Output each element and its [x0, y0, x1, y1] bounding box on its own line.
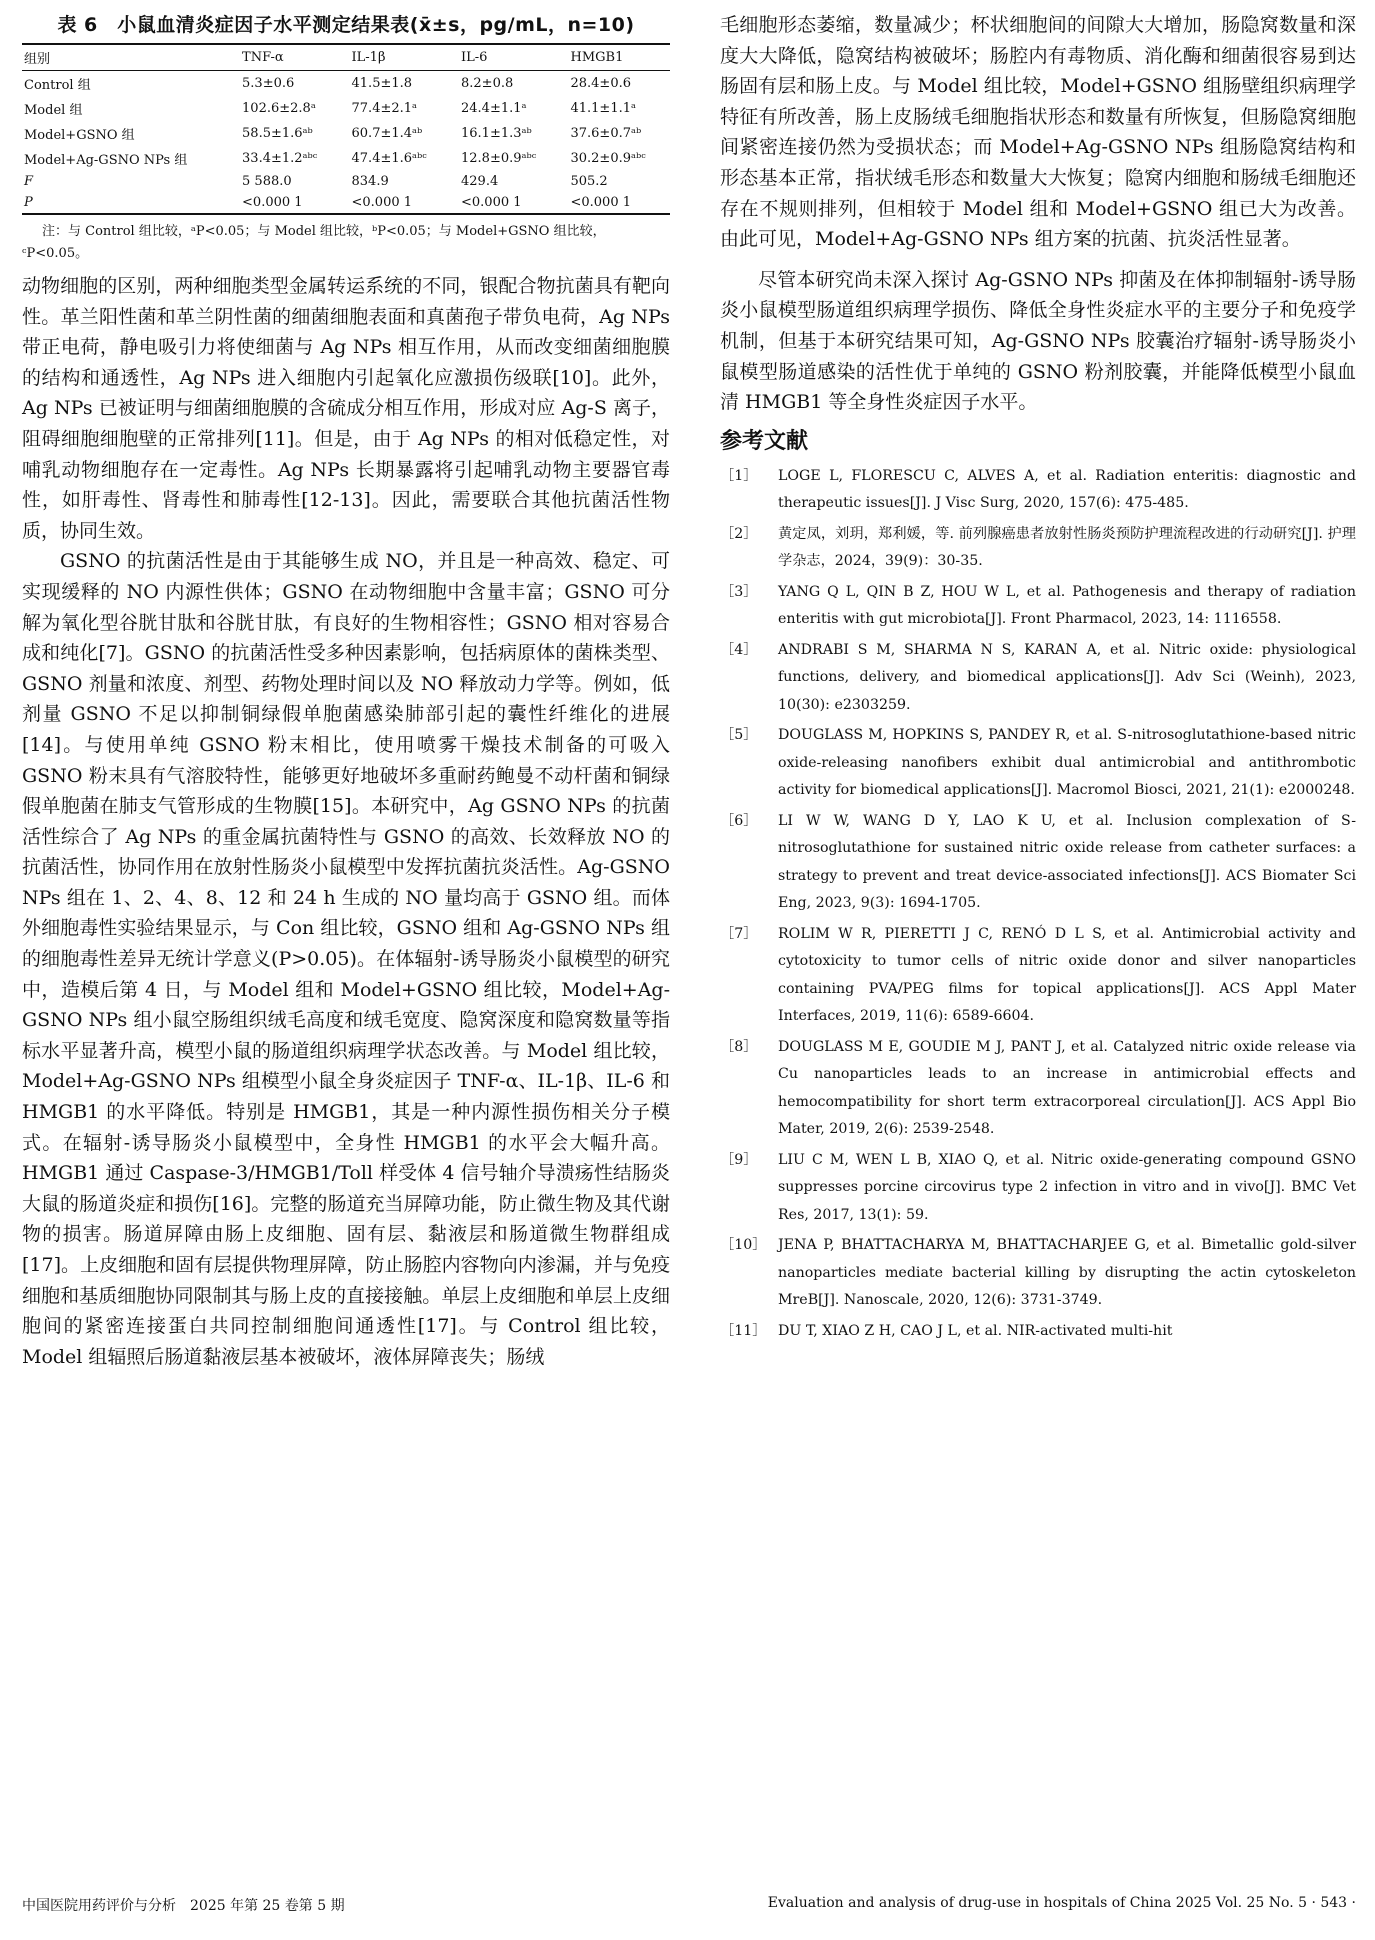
right-column	[720, 10, 1356, 1348]
reference-text: DU T, XIAO Z H, CAO J L, et al. NIR-activated multi-hit	[778, 1322, 1173, 1339]
reference-number: ［5］	[720, 727, 758, 744]
table-cell: <0.000 1	[451, 192, 560, 214]
reference-number: ［7］	[720, 925, 758, 942]
body-paragraph: 毛细胞形态萎缩，数量减少；杯状细胞间的间隙大大增加，肠隐窝数量和深度大大降低，隐窝结构被破坏；肠腔内有毒物质、消化酶和细菌很容易到达肠固有层和肠上皮。与 Model 组比较，Model+GSNO 组肠壁组织病理学特征有所改善，肠上皮肠绒毛细胞指状形态和数量有所恢复，但肠隐窝细胞间紧密连接仍然为受损状态；而 Model+Ag-GSNO NPs 组肠隐窝结构和形态基本正常，指状绒毛形态和数量大大恢复；隐窝内细胞和肠绒毛细胞还存在不规则排列，但相较于 Model 组和 Model+GSNO 组已大为改善。由此可见，Model+Ag-GSNO NPs 组方案的抗菌、抗炎活性显著。	[720, 14, 1356, 251]
table-cell: 33.4±1.2ᵃᵇᶜ	[242, 151, 318, 166]
table-cell: 37.6±0.7ᵃᵇ	[570, 126, 642, 141]
table-cell: 5.3±0.6	[242, 76, 295, 91]
body-paragraph: 尽管本研究尚未深入探讨 Ag-GSNO NPs 抑菌及在体抑制辐射-诱导肠炎小鼠模型肠道组织病理学损伤、降低全身性炎症水平的主要分子和免疫学机制，但基于本研究结果可知，Ag-GSNO NPs 胶囊治疗辐射-诱导肠炎小鼠模型肠道感染的活性优于单纯的 GSNO 粉剂胶囊，并能降低模型小鼠血清 HMGB1 等全身性炎症因子水平。	[720, 268, 1356, 414]
reference-text: ANDRABI S M, SHARMA N S, KARAN A, et al. Nitric oxide: physiological functions, delivery, and biomedical applications[J]. Adv Sci (Weinh), 2023, 10(30): e2303259.	[778, 641, 1356, 713]
table-cell: 41.1±1.1ᵃ	[570, 101, 637, 116]
table-cell: 505.2	[570, 174, 608, 189]
reference-item	[720, 463, 1356, 518]
table-note: 注：与 Control 组比较，ᵃP<0.05；与 Model 组比较，ᵇP<0.05；与 Model+GSNO 组比较，ᶜP<0.05。	[22, 224, 606, 261]
table-title: 表 6 小鼠血清炎症因子水平测定结果表(x̄±s，pg/mL，n=10)	[57, 14, 635, 36]
reference-number: ［4］	[720, 641, 758, 658]
table-header-row	[22, 44, 670, 71]
table-cell: 30.2±0.9ᵃᵇᶜ	[570, 151, 646, 166]
table-cell: 12.8±0.9ᵃᵇᶜ	[461, 151, 537, 166]
table-row	[22, 71, 670, 97]
reference-number: ［1］	[720, 467, 758, 484]
table-cell: Model 组	[24, 103, 83, 118]
reference-number: ［6］	[720, 812, 758, 829]
references-heading: 参考文献	[720, 428, 809, 454]
reference-list	[720, 463, 1356, 1346]
reference-text: LOGE L, FLORESCU C, ALVES A, et al. Radiation enteritis: diagnostic and therapeutic issues[J]. J Visc Surg, 2020, 157(6): 475-485.	[778, 467, 1356, 512]
inflammatory-factor-table	[22, 43, 670, 215]
table-header-cell: TNF-α	[232, 44, 341, 71]
table-cell: 834.9	[351, 174, 389, 189]
reference-item	[720, 921, 1356, 1031]
table-header-cell: 组别	[22, 44, 232, 71]
table-cell: P	[22, 192, 232, 214]
table-cell: 41.5±1.8	[351, 76, 413, 91]
table-cell: Model+Ag-GSNO NPs 组	[24, 153, 188, 168]
reference-text: DOUGLASS M E, GOUDIE M J, PANT J, et al. Catalyzed nitric oxide release via Cu nanoparticles leads to an increase in antimicrobial effects and hemocompatibility for short term extracorporeal circulation[J]. ACS Appl Bio Mater, 2019, 2(6): 2539-2548.	[778, 1038, 1356, 1138]
table-cell: 429.4	[461, 174, 499, 189]
reference-text: DOUGLASS M, HOPKINS S, PANDEY R, et al. S-nitrosoglutathione-based nitric oxide-releasing nanofibers exhibit dual antimicrobial and antithrombotic activity for biomedical applications[J]. Macromol Biosci, 2021, 21(1): e2000248.	[778, 727, 1356, 799]
reference-item	[720, 637, 1356, 720]
reference-number: ［11］	[720, 1322, 767, 1339]
reference-item	[720, 521, 1356, 576]
table-cell: 47.4±1.6ᵃᵇᶜ	[351, 151, 427, 166]
reference-item	[720, 1232, 1356, 1315]
page-footer	[22, 1895, 1356, 1915]
table-cell: 102.6±2.8ᵃ	[242, 101, 316, 116]
table-cell: 24.4±1.1ᵃ	[461, 101, 527, 116]
table-header-cell: IL-6	[451, 44, 560, 71]
reference-item	[720, 579, 1356, 634]
table-row	[22, 146, 670, 171]
table-cell: 60.7±1.4ᵃᵇ	[351, 126, 423, 141]
left-column	[22, 10, 670, 1372]
table-row	[22, 96, 670, 121]
table-cell: 77.4±2.1ᵃ	[351, 101, 418, 116]
reference-number: ［9］	[720, 1151, 758, 1168]
table-cell: 16.1±1.3ᵃᵇ	[461, 126, 532, 141]
table-cell: 28.4±0.6	[570, 76, 631, 91]
reference-number: ［10］	[720, 1237, 767, 1254]
table-cell: F	[24, 174, 34, 189]
reference-text: YANG Q L, QIN B Z, HOU W L, et al. Pathogenesis and therapy of radiation enteritis with gut microbiota[J]. Front Pharmacol, 2023, 14: 1116558.	[778, 583, 1356, 628]
table-cell: 8.2±0.8	[461, 76, 514, 91]
table-cell: <0.000 1	[232, 192, 341, 214]
table-cell: Control 组	[24, 78, 91, 93]
table-cell: 5 588.0	[242, 174, 292, 189]
footer-journal-cn: 中国医院用药评价与分析 2025 年第 25 卷第 5 期	[22, 1898, 345, 1914]
table-cell: 58.5±1.6ᵃᵇ	[242, 126, 313, 141]
table-row	[22, 121, 670, 146]
reference-item	[720, 1147, 1356, 1230]
table-header-cell: HMGB1	[560, 44, 670, 71]
reference-item	[720, 808, 1356, 918]
reference-text: 黄定凤，刘玥，郑利媛，等. 前列腺癌患者放射性肠炎预防护理流程改进的行动研究[J]. 护理学杂志，2024，39(9)：30-35.	[778, 525, 1356, 570]
reference-number: ［3］	[720, 583, 758, 600]
reference-text: LI W W, WANG D Y, LAO K U, et al. Inclusion complexation of S-nitrosoglutathione for sustained nitric oxide release from catheter surfaces: a strategy to prevent and treat device-associated infections[J]. ACS Biomater Sci Eng, 2023, 9(3): 1694-1705.	[778, 812, 1356, 912]
reference-text: ROLIM W R, PIERETTI J C, RENÓ D L S, et al. Antimicrobial activity and cytotoxicity to tumor cells of nitric oxide donor and silver nanoparticles containing PVA/PEG films for topical applications[J]. ACS Appl Mater Interfaces, 2019, 11(6): 6589-6604.	[778, 925, 1356, 1025]
reference-text: LIU C M, WEN L B, XIAO Q, et al. Nitric oxide-generating compound GSNO suppresses porcine circovirus type 2 infection in vitro and in vivo[J]. BMC Vet Res, 2017, 13(1): 59.	[778, 1151, 1356, 1223]
body-paragraph: GSNO 的抗菌活性是由于其能够生成 NO，并且是一种高效、稳定、可实现缓释的 NO 内源性供体；GSNO 在动物细胞中含量丰富；GSNO 可分解为氧化型谷胱甘肽和谷胱甘肽，有良好的生物相容性；GSNO 相对容易合成和纯化[7]。GSNO 的抗菌活性受多种因素影响，包括病原体的菌株类型、GSNO 剂量和浓度、剂型、药物处理时间以及 NO 释放动力学等。例如，低剂量 GSNO 不足以抑制铜绿假单胞菌感染肺部引起的囊性纤维化的进展[14]。与使用单纯 GSNO 粉末相比，使用喷雾干燥技术制备的可吸入 GSNO 粉末具有气溶胶特性，能够更好地破坏多重耐药鲍曼不动杆菌和铜绿假单胞菌在肺支气管形成的生物膜[15]。本研究中，Ag GSNO NPs 的抗菌活性综合了 Ag NPs 的重金属抗菌特性与 GSNO 的高效、长效释放 NO 的抗菌活性，协同作用在放射性肠炎小鼠模型中发挥抗菌抗炎活性。Ag-GSNO NPs 组在 1、2、4、8、12 和 24 h 生成的 NO 量均高于 GSNO 组。而体外细胞毒性实验结果显示，与 Con 组比较，GSNO 组和 Ag-GSNO NPs 组的细胞毒性差异无统计学意义(P>0.05)。在体辐射-诱导肠炎小鼠模型的研究中，造模后第 4 日，与 Model 组和 Model+GSNO 组比较，Model+Ag-GSNO NPs 组小鼠空肠组织绒毛高度和绒毛宽度、隐窝深度和隐窝数量等指标水平显著升高，模型小鼠的肠道组织病理学状态改善。与 Model 组比较，Model+Ag-GSNO NPs 组模型小鼠全身炎症因子 TNF-α、IL-1β、IL-6 和 HMGB1 的水平降低。特别是 HMGB1，其是一种内源性损伤相关分子模式。在辐射-诱导肠炎小鼠模型中，全身性 HMGB1 的水平会大幅升高。HMGB1 通过 Caspase-3/HMGB1/Toll 样受体 4 信号轴介导溃疡性结肠炎大鼠的肠道炎症和损伤[16]。完整的肠道充当屏障功能，防止微生物及其代谢物的损害。肠道屏障由肠上皮细胞、固有层、黏液层和肠道微生物群组成[17]。上皮细胞和固有层提供物理屏障，防止肠腔内容物向内渗漏，并与免疫细胞和基质细胞协同限制其与肠上皮的直接接触。单层上皮细胞和单层上皮细胞间的紧密连接蛋白共同控制细胞间通透性[17]。与 Control 组比较，Model 组辐照后肠道黏液层基本被破坏，液体屏障丧失；肠绒	[22, 550, 670, 1368]
table-cell: <0.000 1	[560, 192, 670, 214]
table-row	[22, 192, 670, 214]
table-header-cell: IL-1β	[342, 44, 451, 71]
reference-item	[720, 1318, 1356, 1346]
reference-item	[720, 722, 1356, 805]
reference-text: JENA P, BHATTACHARYA M, BHATTACHARJEE G, et al. Bimetallic gold-silver nanoparticles mediate bacterial killing by disrupting the actin cytoskeleton MreB[J]. Nanoscale, 2020, 12(6): 3731-3749.	[778, 1237, 1356, 1309]
body-paragraph: 动物细胞的区别，两种细胞类型金属转运系统的不同，银配合物抗菌具有靶向性。革兰阳性菌和革兰阴性菌的细菌细胞表面和真菌孢子带负电荷，Ag NPs 带正电荷，静电吸引力将使细菌与 Ag NPs 相互作用，从而改变细菌细胞膜的结构和通透性，Ag NPs 进入细胞内引起氧化应激损伤级联[10]。此外，Ag NPs 已被证明与细菌细胞膜的含硫成分相互作用，形成对应 Ag-S 离子，阻碍细胞细胞壁的正常排列[11]。但是，由于 Ag NPs 的相对低稳定性，对哺乳动物细胞存在一定毒性。Ag NPs 长期暴露将引起哺乳动物主要器官毒性，如肝毒性、肾毒性和肺毒性[12-13]。因此，需要联合其他抗菌活性物质，协同生效。	[22, 275, 670, 542]
table-cell: Model+GSNO 组	[24, 128, 135, 143]
footer-journal-en: Evaluation and analysis of drug-use in hospitals of China 2025 Vol. 25 No. 5 · 543 ·	[767, 1895, 1356, 1911]
table-row	[22, 171, 670, 192]
reference-number: ［8］	[720, 1038, 758, 1055]
table-cell: <0.000 1	[342, 192, 451, 214]
reference-item	[720, 1034, 1356, 1144]
reference-number: ［2］	[720, 525, 758, 542]
